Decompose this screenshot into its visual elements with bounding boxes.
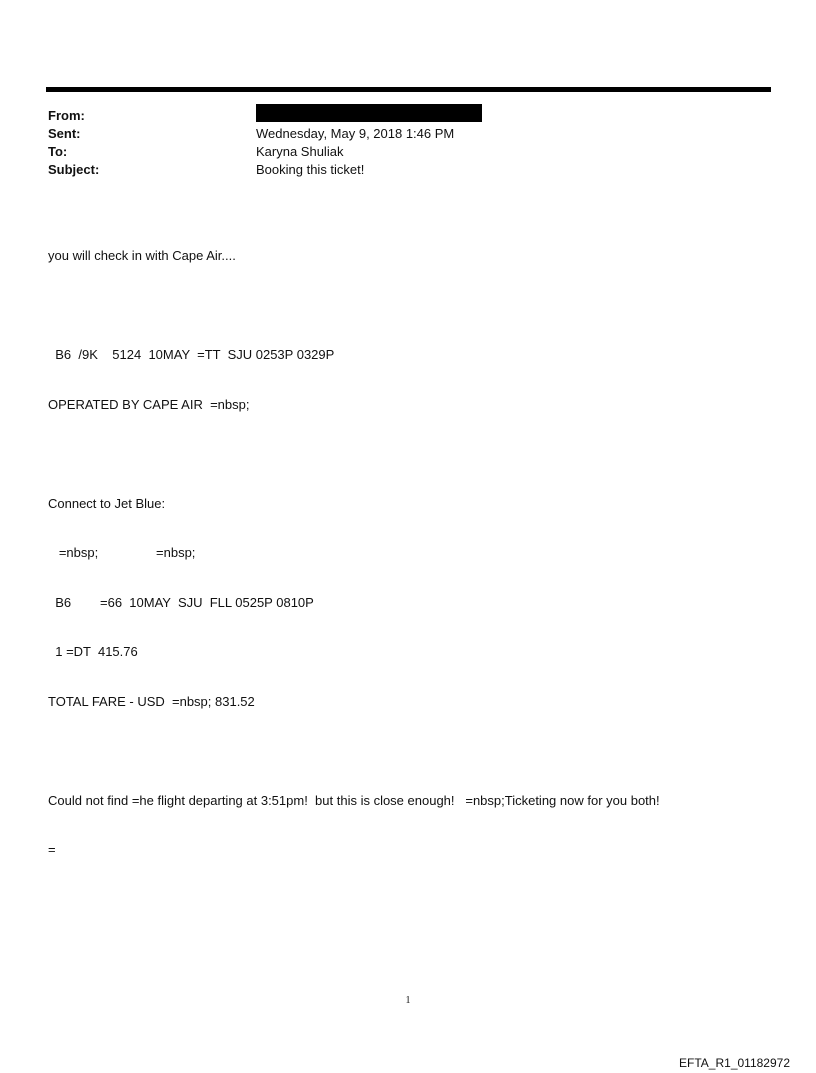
sent-row — [48, 125, 748, 143]
body-line: you will check in with Cape Air.... — [48, 248, 236, 263]
to-label: To: — [48, 144, 68, 159]
from-row — [48, 107, 748, 125]
subject-label: Subject: — [48, 162, 100, 177]
page-number: 1 — [405, 995, 411, 1006]
header-divider — [46, 87, 771, 92]
body-line: OPERATED BY CAPE AIR =nbsp; — [48, 396, 250, 412]
email-body — [48, 215, 768, 875]
body-line: Connect to Jet Blue: — [48, 495, 166, 511]
redaction-block — [256, 104, 482, 122]
sent-value: Wednesday, May 9, 2018 1:46 PM — [256, 126, 455, 141]
from-label: From: — [48, 108, 85, 123]
body-line: B6 =66 10MAY SJU FLL 0525P 0810P — [48, 594, 314, 610]
body-line: = — [48, 842, 56, 857]
subject-row — [48, 161, 748, 179]
body-line: 1 =DT 415.76 — [48, 644, 138, 659]
email-header — [48, 107, 748, 179]
sent-label: Sent: — [48, 126, 81, 141]
to-row — [48, 143, 748, 161]
body-line: TOTAL FARE - USD =nbsp; 831.52 — [48, 693, 255, 709]
document-id: EFTA_R1_01182972 — [679, 1056, 790, 1070]
to-value: Karyna Shuliak — [256, 144, 344, 159]
body-line: B6 /9K 5124 10MAY =TT SJU 0253P 0329P — [48, 347, 335, 362]
from-value — [256, 107, 748, 125]
body-line: Could not find =he flight departing at 3:51pm! but this is close enough! =nbsp;Ticketing now for you both! — [48, 792, 660, 808]
subject-value: Booking this ticket! — [256, 162, 365, 177]
body-line: =nbsp; =nbsp; — [48, 545, 196, 560]
